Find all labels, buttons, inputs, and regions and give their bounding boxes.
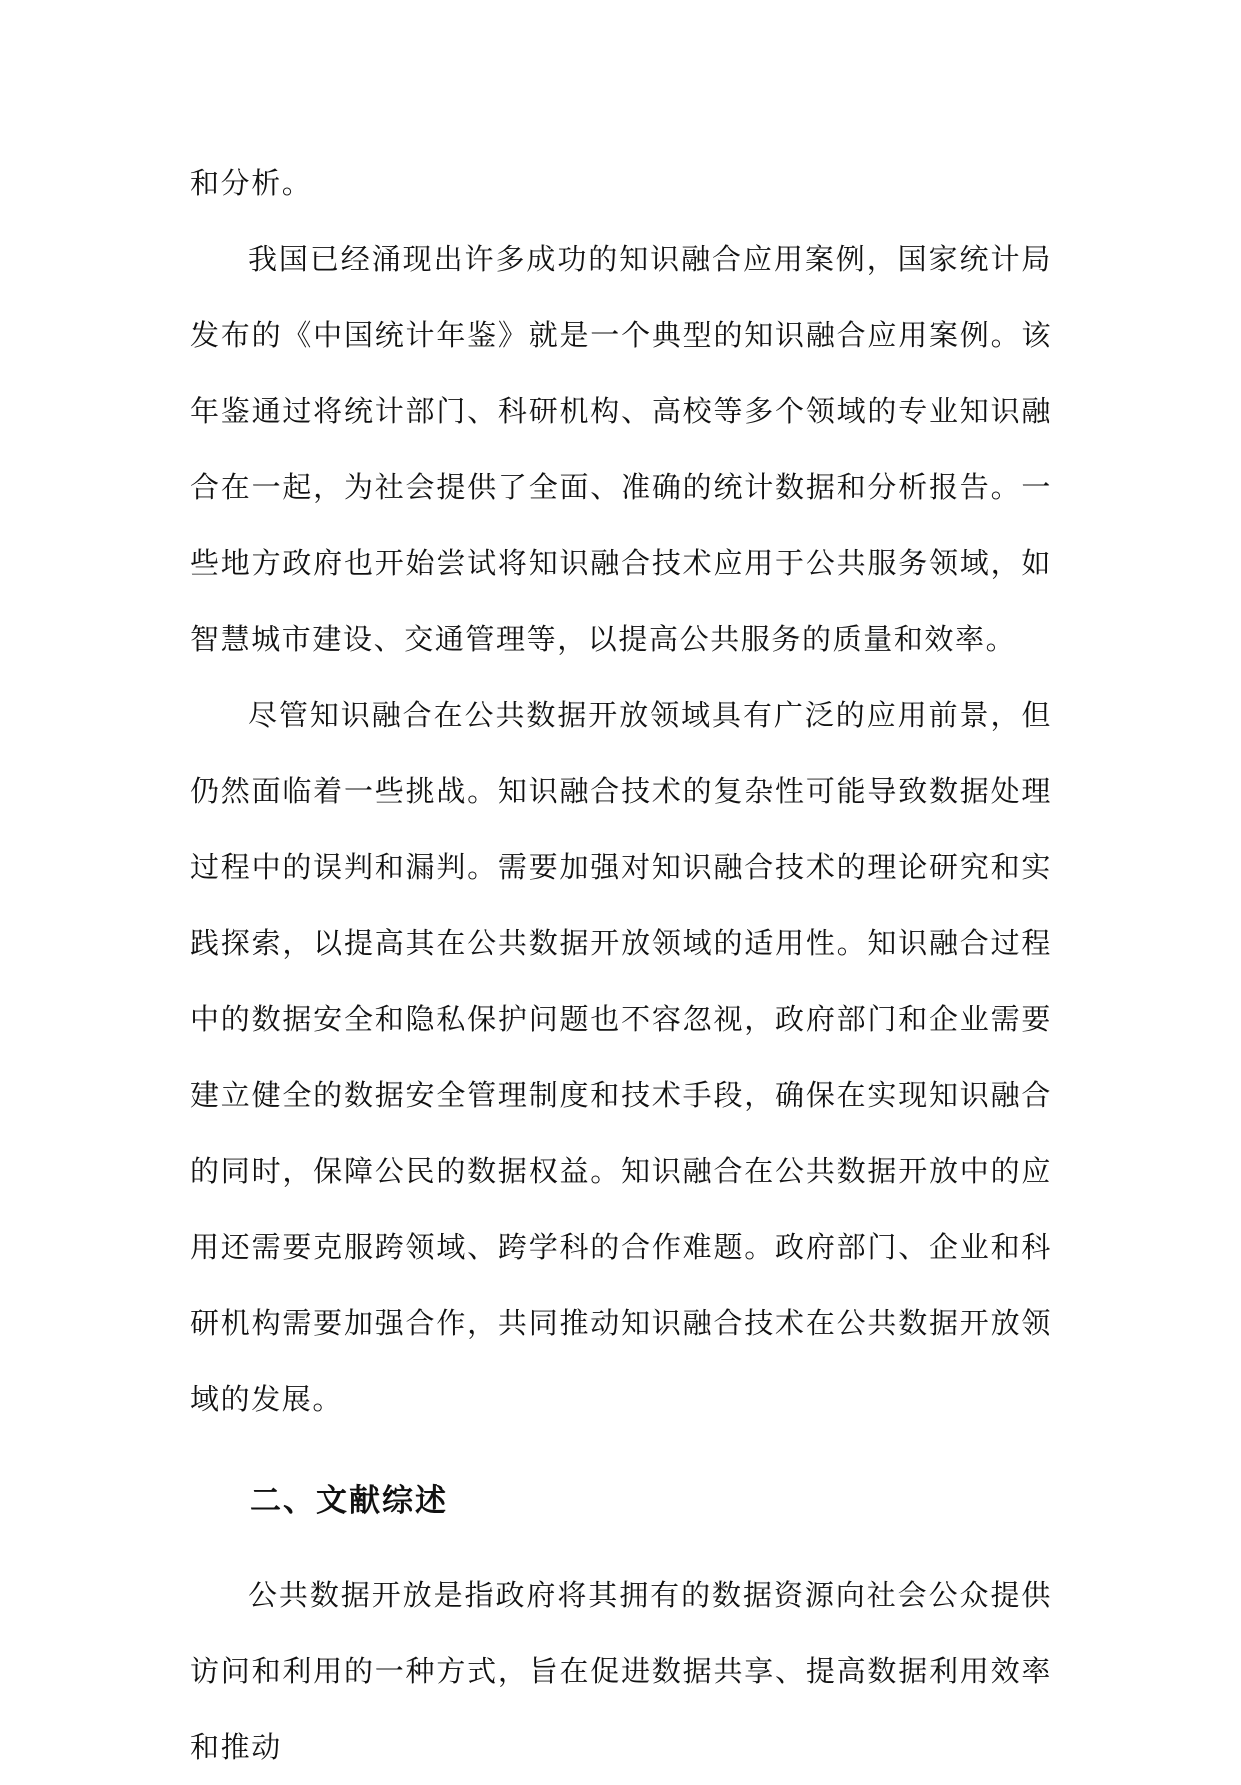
document-body [190, 145, 1052, 1785]
paragraph-continuation: 和分析。 [190, 166, 313, 200]
section-heading: 二、文献综述 [250, 1483, 448, 1519]
paragraph-literature-review: 公共数据开放是指政府将其拥有的数据资源向社会公众提供访问和利用的一种方式，旨在促进数据共享、提高数据利用效率和推动 [190, 1578, 1052, 1764]
paragraph-case-examples: 我国已经涌现出许多成功的知识融合应用案例，国家统计局发布的《中国统计年鉴》就是一个典型的知识融合应用案例。该年鉴通过将统计部门、科研机构、高校等多个领域的专业知识融合在一起，为社会提供了全面、准确的统计数据和分析报告。一些地方政府也开始尝试将知识融合技术应用于公共服务领域，如智慧城市建设、交通管理等，以提高公共服务的质量和效率。 [190, 242, 1052, 656]
paragraph-challenges: 尽管知识融合在公共数据开放领域具有广泛的应用前景，但仍然面临着一些挑战。知识融合技术的复杂性可能导致数据处理过程中的误判和漏判。需要加强对知识融合技术的理论研究和实践探索，以提高其在公共数据开放领域的适用性。知识融合过程中的数据安全和隐私保护问题也不容忽视，政府部门和企业需要建立健全的数据安全管理制度和技术手段，确保在实现知识融合的同时，保障公民的数据权益。知识融合在公共数据开放中的应用还需要克服跨领域、跨学科的合作难题。政府部门、企业和科研机构需要加强合作，共同推动知识融合技术在公共数据开放领域的发展。 [190, 698, 1052, 1416]
